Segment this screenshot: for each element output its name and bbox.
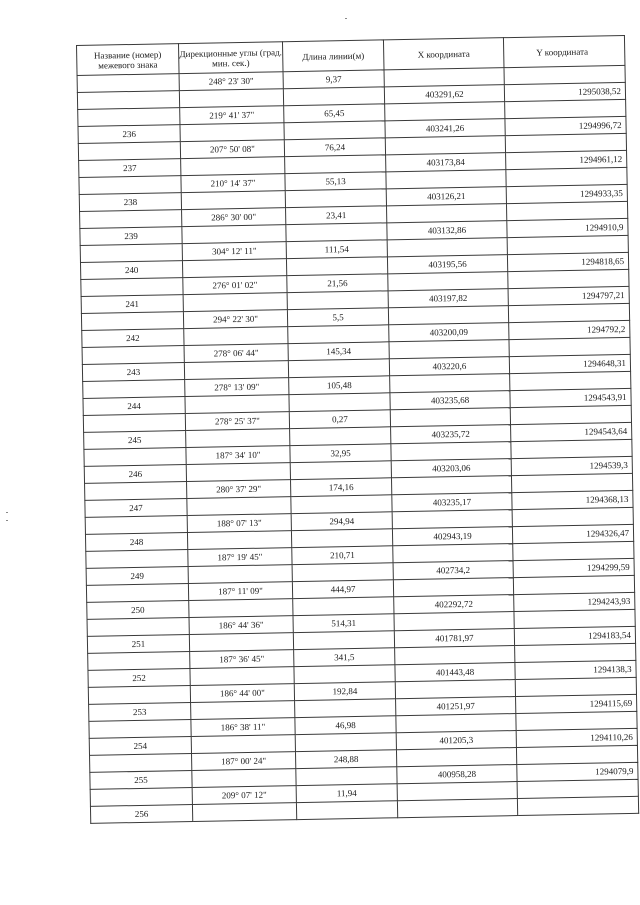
point-name-cell [80, 210, 182, 229]
direction-angle-cell: 286° 30' 00" [182, 208, 286, 227]
y-coordinate-cell: 1295038,52 [504, 82, 625, 101]
line-length-cell [283, 87, 384, 106]
y-coordinate-cell: 1294115,69 [516, 694, 637, 713]
point-name-cell [83, 414, 185, 433]
x-coordinate-cell: 401781,97 [394, 629, 514, 648]
x-coordinate-cell [386, 170, 506, 189]
y-coordinate-cell: 1294543,91 [510, 388, 631, 407]
direction-angle-cell: 278° 06' 44" [184, 344, 288, 363]
point-name-cell [83, 380, 185, 399]
point-name-cell [81, 278, 183, 297]
y-coordinate-cell: 1294961,12 [506, 150, 627, 169]
line-length-cell: 210,71 [292, 546, 393, 565]
x-coordinate-cell: 403203,06 [391, 459, 511, 478]
scan-speck [345, 18, 347, 19]
x-coordinate-cell: 400958,28 [397, 765, 517, 784]
line-length-cell [286, 257, 387, 276]
direction-angle-cell: 186° 44' 36" [189, 616, 293, 635]
x-coordinate-cell: 403235,17 [392, 493, 512, 512]
x-coordinate-cell: 403241,26 [385, 119, 505, 138]
point-name-cell: 241 [81, 295, 183, 314]
point-name-cell: 245 [84, 431, 186, 450]
x-coordinate-cell: 403132,86 [387, 221, 507, 240]
line-length-cell: 248,88 [295, 750, 396, 769]
y-coordinate-cell: 1294910,9 [507, 218, 628, 237]
point-name-cell: 255 [90, 770, 192, 789]
direction-angle-cell: 187° 36' 45" [190, 650, 294, 669]
point-name-cell [81, 312, 183, 331]
line-length-cell: 174,16 [291, 478, 392, 497]
point-name-cell: 243 [82, 363, 184, 382]
line-length-cell: 192,84 [294, 682, 395, 701]
direction-angle-cell [185, 395, 289, 414]
point-name-cell: 244 [83, 397, 185, 416]
header-y-coordinate: Y координата [503, 35, 625, 67]
x-coordinate-cell [394, 612, 514, 631]
y-coordinate-cell: 1294648,31 [509, 354, 630, 373]
direction-angle-cell: 210° 14' 37" [181, 174, 285, 193]
line-length-cell [296, 767, 397, 786]
point-name-cell: 240 [80, 261, 182, 280]
direction-angle-cell: 280° 37' 29" [187, 480, 291, 499]
x-coordinate-cell: 401205,3 [396, 731, 516, 750]
scan-speck [6, 512, 8, 513]
direction-angle-cell: 187° 19' 45" [188, 548, 292, 567]
y-coordinate-cell: 1294797,21 [508, 286, 629, 305]
direction-angle-cell [192, 769, 296, 788]
line-length-cell: 76,24 [284, 138, 385, 157]
direction-angle-cell: 188° 07' 13" [187, 514, 291, 533]
point-name-cell [78, 108, 180, 127]
direction-angle-cell [186, 463, 290, 482]
line-length-cell [289, 393, 390, 412]
x-coordinate-cell [393, 544, 513, 563]
point-name-cell: 251 [87, 635, 189, 654]
point-name-cell: 253 [89, 703, 191, 722]
point-name-cell: 254 [89, 737, 191, 756]
line-length-cell [290, 461, 391, 480]
y-coordinate-cell: 1294818,65 [507, 252, 628, 271]
x-coordinate-cell: 402734,2 [393, 561, 513, 580]
direction-angle-cell [180, 123, 284, 142]
line-length-cell [291, 529, 392, 548]
point-name-cell: 256 [90, 804, 192, 823]
direction-angle-cell [181, 191, 285, 210]
x-coordinate-cell [391, 442, 511, 461]
boundary-coordinates-table [76, 35, 639, 824]
point-name-cell [77, 74, 179, 93]
direction-angle-cell [187, 497, 291, 516]
direction-angle-cell: 248° 23' 30" [179, 72, 283, 91]
line-length-cell [291, 495, 392, 514]
direction-angle-cell [184, 327, 288, 346]
line-length-cell: 21,56 [287, 274, 388, 293]
line-length-cell [294, 665, 395, 684]
direction-angle-cell [179, 89, 283, 108]
direction-angle-cell [190, 667, 294, 686]
line-length-cell [295, 699, 396, 718]
y-coordinate-cell: 1294243,93 [514, 592, 635, 611]
point-name-cell [79, 176, 181, 195]
line-length-cell [293, 597, 394, 616]
point-name-cell: 237 [79, 159, 181, 178]
direction-angle-cell: 186° 44' 00" [190, 684, 294, 703]
line-length-cell [296, 801, 397, 820]
line-length-cell [286, 223, 387, 242]
y-coordinate-cell: 1294326,47 [512, 524, 633, 543]
direction-angle-cell: 304° 12' 11" [182, 242, 286, 261]
x-coordinate-cell [397, 799, 517, 818]
direction-angle-cell: 207° 50' 08" [180, 140, 284, 159]
y-coordinate-cell: 1294996,72 [505, 116, 626, 135]
line-length-cell: 105,48 [289, 376, 390, 395]
line-length-cell: 32,95 [290, 444, 391, 463]
x-coordinate-cell: 403195,56 [387, 255, 507, 274]
x-coordinate-cell: 403200,09 [389, 323, 509, 342]
direction-angle-cell [183, 293, 287, 312]
point-name-cell [80, 244, 182, 263]
x-coordinate-cell: 403235,72 [391, 425, 511, 444]
line-length-cell [287, 291, 388, 310]
direction-angle-cell: 276° 01' 02" [183, 276, 287, 295]
y-coordinate-cell: 1294299,59 [513, 558, 634, 577]
point-name-cell: 248 [85, 533, 187, 552]
direction-angle-cell: 187° 11' 09" [188, 582, 292, 601]
point-name-cell: 239 [80, 227, 182, 246]
boundary-coordinates-sheet [76, 35, 638, 824]
point-name-cell: 246 [84, 465, 186, 484]
y-coordinate-cell: 1294368,13 [512, 490, 633, 509]
direction-angle-cell [184, 361, 288, 380]
line-length-cell: 9,37 [283, 70, 384, 89]
line-length-cell: 341,5 [294, 648, 395, 667]
line-length-cell [292, 563, 393, 582]
point-name-cell [82, 346, 184, 365]
direction-angle-cell [187, 531, 291, 550]
line-length-cell: 55,13 [285, 172, 386, 191]
x-coordinate-cell: 401251,97 [396, 697, 516, 716]
direction-angle-cell [188, 565, 292, 584]
x-coordinate-cell [385, 136, 505, 155]
header-point-name: Название (номер) межевого знака [77, 44, 180, 76]
direction-angle-cell: 219° 41' 37" [180, 106, 284, 125]
direction-angle-cell [191, 735, 295, 754]
line-length-cell: 294,94 [291, 512, 392, 531]
point-name-cell: 236 [78, 125, 180, 144]
x-coordinate-cell: 403197,82 [388, 289, 508, 308]
point-name-cell: 249 [86, 567, 188, 586]
y-coordinate-cell: 1294543,64 [511, 422, 632, 441]
line-length-cell [285, 155, 386, 174]
point-name-cell [84, 448, 186, 467]
direction-angle-cell [182, 259, 286, 278]
direction-angle-cell: 278° 13' 09" [185, 378, 289, 397]
point-name-cell [86, 584, 188, 603]
line-length-cell [284, 121, 385, 140]
line-length-cell: 145,34 [288, 342, 389, 361]
x-coordinate-cell [389, 340, 509, 359]
direction-angle-cell [181, 157, 285, 176]
point-name-cell [77, 91, 179, 110]
point-name-cell [88, 652, 190, 671]
x-coordinate-cell: 402943,19 [392, 527, 512, 546]
line-length-cell [288, 325, 389, 344]
x-coordinate-cell: 403291,62 [384, 85, 504, 104]
direction-angle-cell: 209° 07' 12" [192, 786, 296, 805]
line-length-cell [295, 733, 396, 752]
line-length-cell: 65,45 [284, 104, 385, 123]
x-coordinate-cell [396, 714, 516, 733]
point-name-cell [85, 482, 187, 501]
direction-angle-cell: 278° 25' 37" [185, 412, 289, 431]
direction-angle-cell: 187° 00' 24" [192, 752, 296, 771]
point-name-cell [89, 720, 191, 739]
x-coordinate-cell: 403126,21 [386, 187, 506, 206]
line-length-cell [288, 359, 389, 378]
direction-angle-cell [182, 225, 286, 244]
header-direction-angle: Дирекционные углы (град. мин. сек.) [178, 42, 283, 74]
point-name-cell: 242 [82, 329, 184, 348]
direction-angle-cell: 187° 34' 10" [186, 446, 290, 465]
x-coordinate-cell: 403220,6 [389, 357, 509, 376]
line-length-cell: 11,94 [296, 784, 397, 803]
x-coordinate-cell: 402292,72 [394, 595, 514, 614]
line-length-cell [293, 631, 394, 650]
line-length-cell: 111,54 [286, 240, 387, 259]
header-x-coordinate: X координата [383, 38, 504, 70]
point-name-cell [87, 618, 189, 637]
line-length-cell: 23,41 [286, 206, 387, 225]
direction-angle-cell [191, 701, 295, 720]
y-coordinate-cell: 1294539,3 [511, 456, 632, 475]
x-coordinate-cell [397, 782, 517, 801]
x-coordinate-cell: 403235,68 [390, 391, 510, 410]
y-coordinate-cell: 1294792,2 [509, 320, 630, 339]
line-length-cell: 0,27 [289, 410, 390, 429]
x-coordinate-cell: 403173,84 [386, 153, 506, 172]
point-name-cell [90, 787, 192, 806]
y-coordinate-cell: 1294933,35 [506, 184, 627, 203]
direction-angle-cell: 186° 38' 11" [191, 718, 295, 737]
direction-angle-cell [189, 633, 293, 652]
point-name-cell: 250 [87, 601, 189, 620]
line-length-cell: 514,31 [293, 614, 394, 633]
point-name-cell [85, 516, 187, 535]
point-name-cell: 238 [79, 193, 181, 212]
x-coordinate-cell [395, 680, 515, 699]
scan-speck [6, 520, 8, 521]
x-coordinate-cell [392, 510, 512, 529]
x-coordinate-cell: 401443,48 [395, 663, 515, 682]
line-length-cell [290, 427, 391, 446]
y-coordinate-cell: 1294110,26 [516, 728, 637, 747]
table-body [77, 65, 639, 823]
y-coordinate-cell: 1294079,9 [517, 762, 638, 781]
point-name-cell [88, 686, 190, 705]
line-length-cell: 46,98 [295, 716, 396, 735]
line-length-cell [285, 189, 386, 208]
line-length-cell: 5,5 [287, 308, 388, 327]
y-coordinate-cell: 1294138,3 [515, 660, 636, 679]
point-name-cell [78, 142, 180, 161]
direction-angle-cell [192, 803, 296, 822]
point-name-cell: 252 [88, 669, 190, 688]
point-name-cell: 247 [85, 499, 187, 518]
line-length-cell: 444,97 [292, 580, 393, 599]
x-coordinate-cell [384, 68, 504, 87]
x-coordinate-cell [390, 408, 510, 427]
y-coordinate-cell [517, 796, 638, 815]
direction-angle-cell [186, 429, 290, 448]
direction-angle-cell: 294° 22' 30" [183, 310, 287, 329]
y-coordinate-cell: 1294183,54 [514, 626, 635, 645]
x-coordinate-cell [387, 238, 507, 257]
header-line-length: Длина линии(м) [282, 40, 384, 72]
point-name-cell [90, 754, 192, 773]
direction-angle-cell [189, 599, 293, 618]
point-name-cell [86, 550, 188, 569]
